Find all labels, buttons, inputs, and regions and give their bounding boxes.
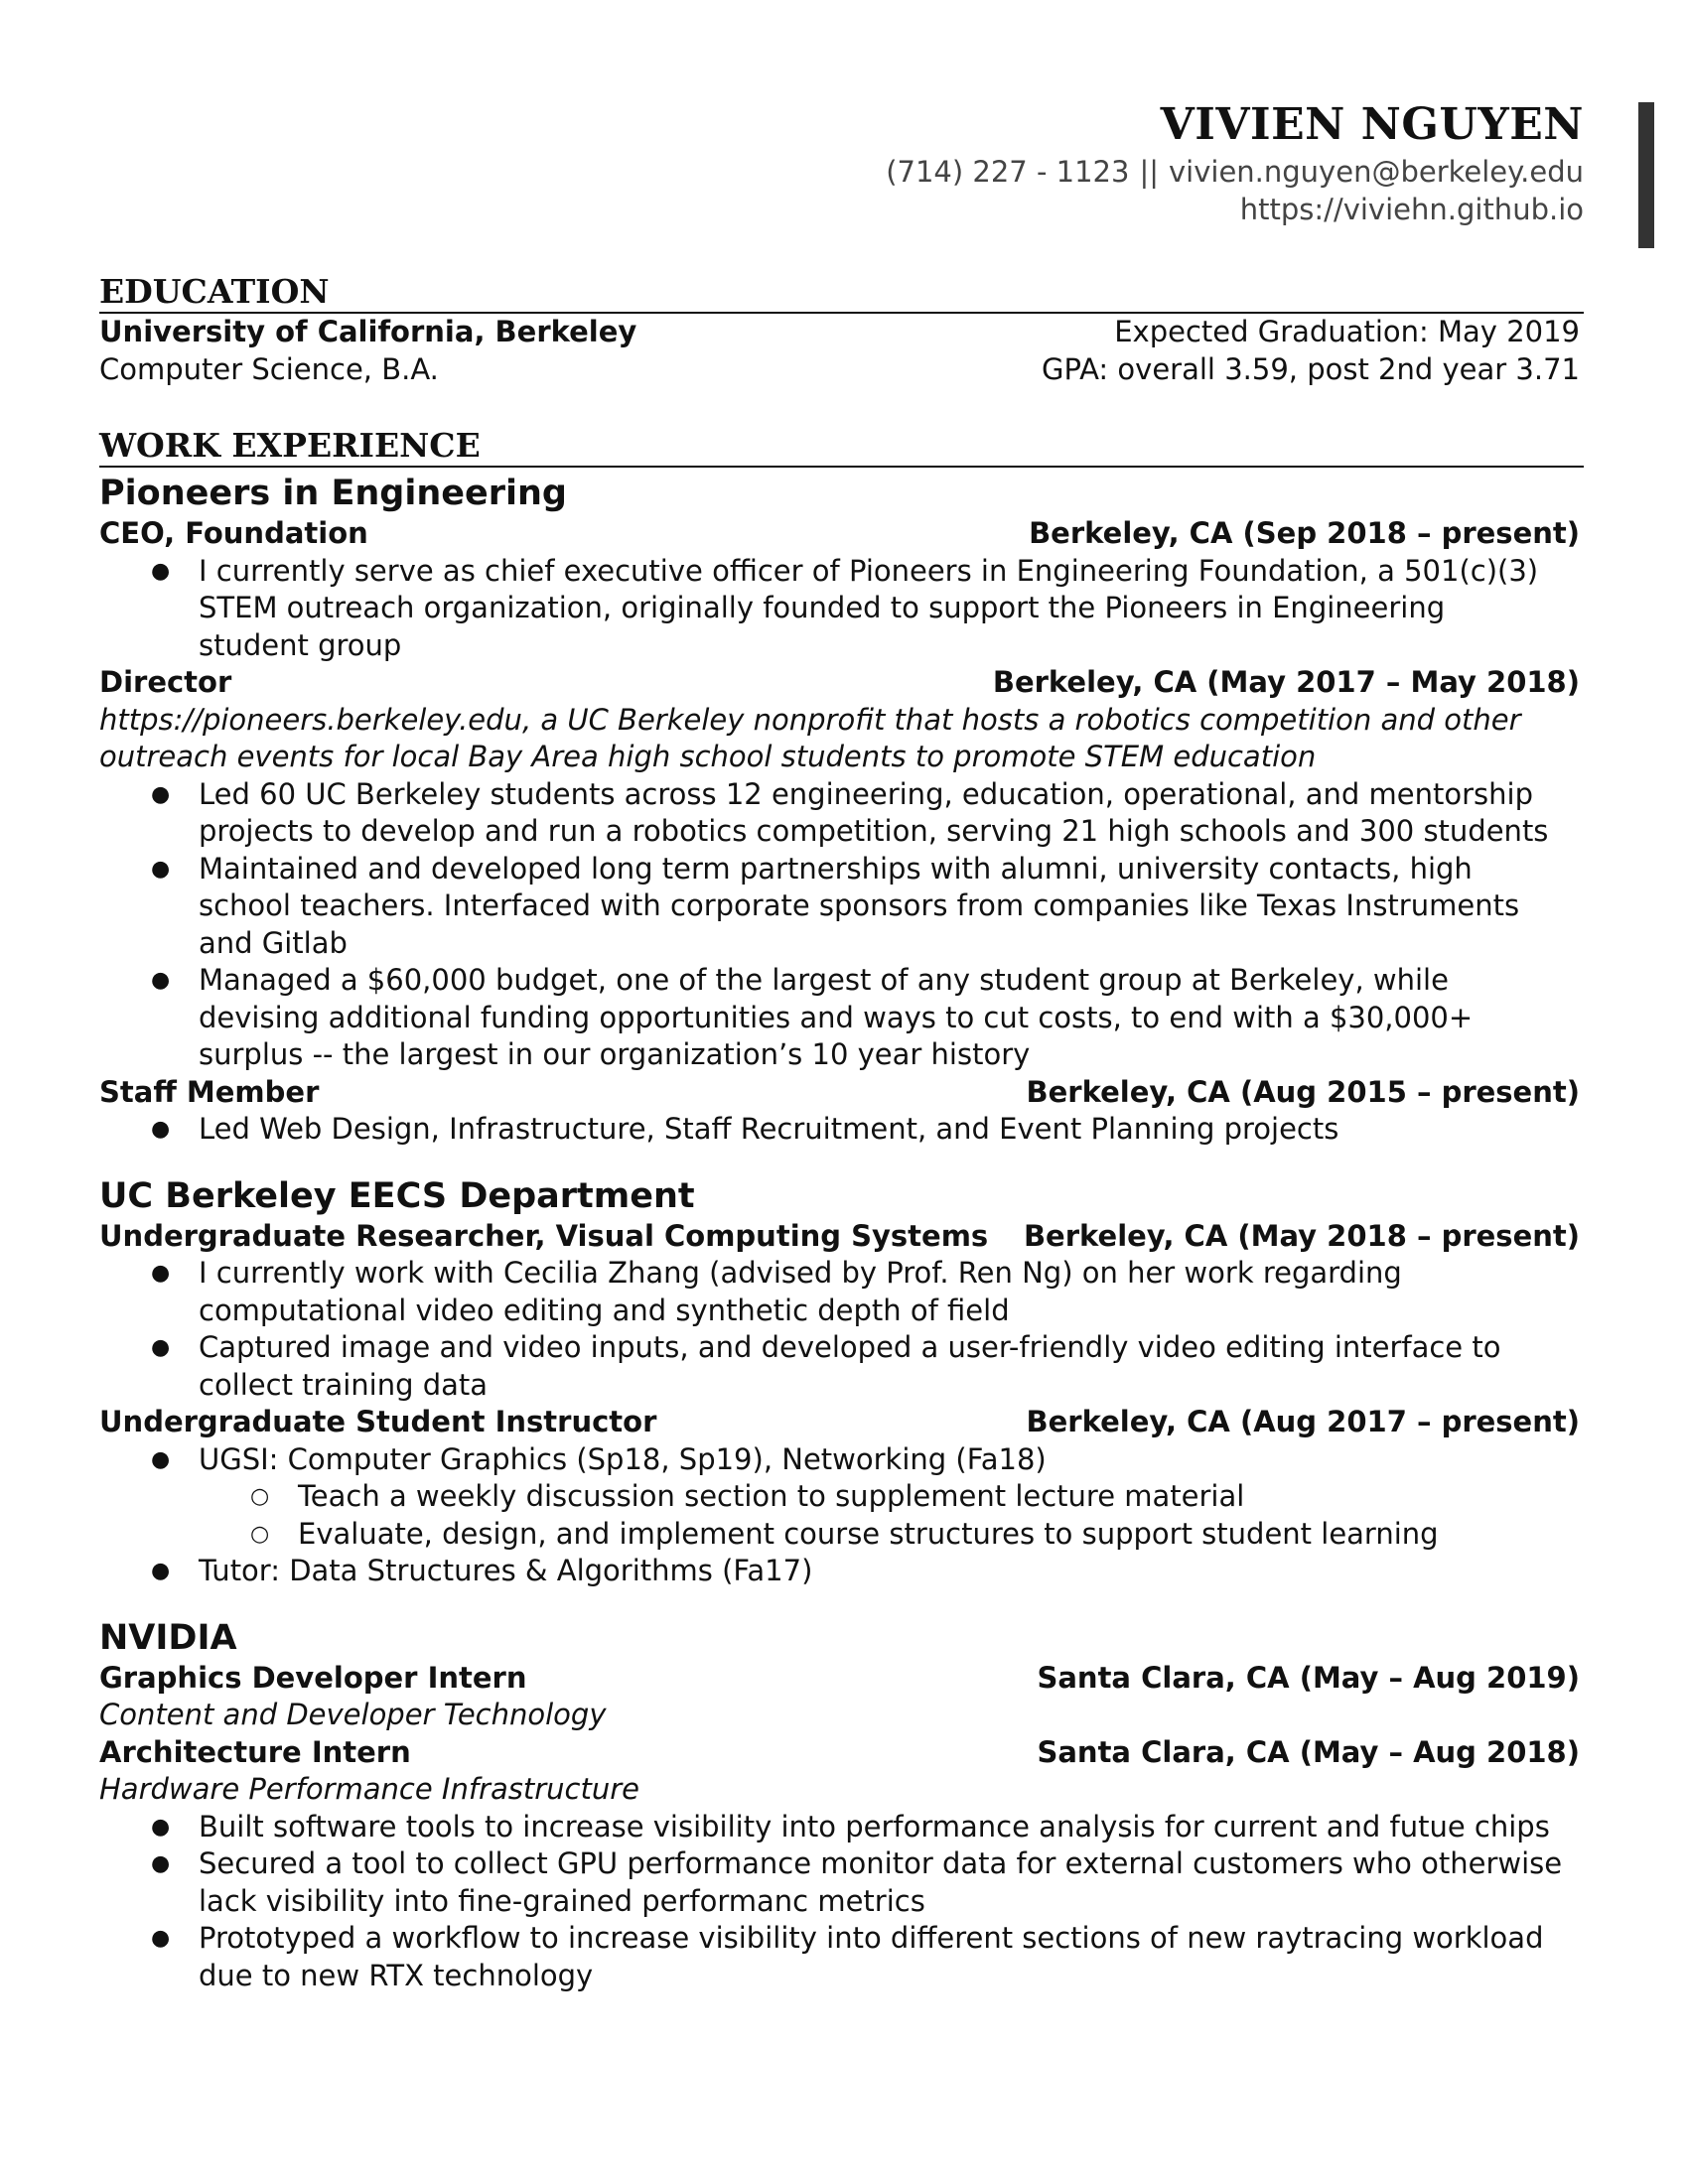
education-degree-row: [99, 351, 1584, 389]
staff-bullets: [99, 1111, 1584, 1149]
bullet-icon: ●: [151, 1851, 171, 1876]
email-address[interactable]: vivien.nguyen@berkeley.edu: [1169, 155, 1584, 189]
job-title: Undergraduate Student Instructor: [99, 1405, 657, 1438]
job-title: Staff Member: [99, 1074, 320, 1109]
school-name: University of California, Berkeley: [99, 315, 637, 348]
job-title: Undergraduate Researcher, Visual Computing Systems: [99, 1218, 989, 1253]
job-architecture-intern-row: [99, 1734, 1584, 1772]
website-link[interactable]: https://viviehn.github.io: [1239, 193, 1584, 226]
bullet-icon: ●: [151, 856, 171, 882]
bullet-icon: ●: [151, 968, 171, 993]
list-item: ● Built software tools to increase visibility into performance analysis for current and futue chips: [199, 1809, 1584, 1846]
job-staff-row: [99, 1074, 1584, 1112]
list-item: ● Managed a $60,000 budget, one of the largest of any student group at Berkeley, while devising additional funding opportunities and ways to cut costs, to end with a $30,000+ surplus -- the largest in our organization’s 10 year history: [151, 963, 1474, 1071]
bullet-icon: ●: [151, 1559, 171, 1583]
bullet-icon: ●: [151, 1335, 171, 1360]
education-heading: EDUCATION: [99, 272, 1584, 314]
team-name: Hardware Performance Infrastructure: [99, 1772, 639, 1806]
list-item: ● Secured a tool to collect GPU performance monitor data for external customers who otherwise lack visibility into fine-grained performanc metrics: [151, 1846, 1563, 1918]
ceo-bullets: [99, 553, 1584, 665]
list-item: ● Prototyped a workflow to increase visibility into different sections of new raytracing workload due to new RTX technology: [151, 1921, 1544, 1992]
list-item: ● UGSI: Computer Graphics (Sp18, Sp19), Networking (Fa18) ○ Teach a weekly discussion section to supplement lecture material ○ Evaluate, design, and implement course structures to support student learning: [199, 1441, 1584, 1554]
list-item: ● Maintained and developed long term partnerships with alumni, university contacts, high school teachers. Interfaced with corporate sponsors from companies like Texas Instruments and Gitlab: [151, 851, 1520, 960]
resume-page: [99, 97, 1584, 1994]
bullet-icon: ●: [151, 1117, 171, 1142]
bullet-icon: ●: [151, 558, 171, 584]
degree: Computer Science, B.A.: [99, 351, 439, 386]
candidate-name: VIVIEN NGUYEN: [1160, 99, 1584, 150]
bullet-icon: ●: [151, 1814, 171, 1840]
ugsi-sub-bullets: [199, 1478, 1564, 1553]
bullet-icon: ●: [151, 1446, 171, 1472]
job-location-dates: Berkeley, CA (Sep 2018 – present): [1029, 516, 1580, 550]
job-researcher-row: [99, 1218, 1584, 1256]
job-location-dates: Berkeley, CA (May 2017 – May 2018): [992, 665, 1580, 699]
job-graphics-intern-row: [99, 1660, 1584, 1698]
architecture-bullets: [99, 1809, 1584, 1995]
work-experience-heading: WORK EXPERIENCE: [99, 426, 1584, 468]
job-location-dates: Santa Clara, CA (May – Aug 2019): [1037, 1660, 1580, 1695]
side-accent-bar: [1638, 102, 1654, 248]
graduation-date: Expected Graduation: May 2019: [1114, 315, 1580, 348]
job-title: CEO, Foundation: [99, 516, 368, 550]
org-nvidia: NVIDIA: [99, 1617, 237, 1658]
job-location-dates: Berkeley, CA (Aug 2015 – present): [1026, 1074, 1580, 1109]
job-title: Director: [99, 665, 232, 699]
org-pioneers-in-engineering: Pioneers in Engineering: [99, 474, 567, 513]
bullet-icon: ●: [151, 1926, 171, 1951]
contact-line: [99, 153, 1584, 191]
job-director-row: [99, 664, 1584, 702]
list-item: ● I currently serve as chief executive officer of Pioneers in Engineering Foundation, a 501(c)(3) STEM outreach organization, originally founded to support the Pioneers in Engineering student group: [151, 553, 1539, 662]
bullet-icon: ●: [151, 781, 171, 807]
list-item: ● Led Web Design, Infrastructure, Staff Recruitment, and Event Planning projects: [199, 1111, 1584, 1149]
instructor-bullets: [99, 1441, 1584, 1590]
job-instructor-row: [99, 1404, 1584, 1441]
phone-number: (714) 227 - 1123: [886, 155, 1130, 189]
org-uc-berkeley-eecs: UC Berkeley EECS Department: [99, 1175, 695, 1216]
hollow-bullet-icon: ○: [250, 1521, 270, 1547]
researcher-bullets: [99, 1255, 1584, 1404]
job-location-dates: Berkeley, CA (May 2018 – present): [1023, 1218, 1580, 1253]
list-item: ○ Teach a weekly discussion section to supplement lecture material: [298, 1478, 1564, 1516]
bullet-icon: ●: [151, 1261, 171, 1286]
director-bullets: [99, 776, 1584, 1074]
job-location-dates: Santa Clara, CA (May – Aug 2018): [1037, 1734, 1580, 1769]
organization-description: https://pioneers.berkeley.edu, a UC Berkeley nonprofit that hosts a robotics competition and other outreach events for local Bay Area high school students to promote STEM education: [99, 702, 1521, 773]
team-name: Content and Developer Technology: [99, 1698, 607, 1731]
list-item: ● Led 60 UC Berkeley students across 12 engineering, education, operational, and mentorship projects to develop and run a robotics competition, serving 21 high schools and 300 students: [151, 776, 1549, 848]
contact-separator: ||: [1139, 155, 1160, 189]
list-item: ● I currently work with Cecilia Zhang (advised by Prof. Ren Ng) on her work regarding computational video editing and synthetic depth of field: [151, 1256, 1402, 1327]
job-location-dates: Berkeley, CA (Aug 2017 – present): [1026, 1405, 1580, 1438]
list-item: ● Captured image and video inputs, and developed a user-friendly video editing interface to collect training data: [151, 1330, 1501, 1402]
education-school-row: [99, 314, 1584, 351]
hollow-bullet-icon: ○: [250, 1484, 270, 1509]
job-title: Graphics Developer Intern: [99, 1660, 527, 1695]
job-ceo-row: [99, 515, 1584, 553]
list-item: ○ Evaluate, design, and implement course structures to support student learning: [298, 1516, 1564, 1554]
job-title: Architecture Intern: [99, 1734, 411, 1769]
list-item: ● Tutor: Data Structures & Algorithms (Fa17): [199, 1553, 1584, 1590]
resume-header: [99, 97, 1584, 228]
gpa: GPA: overall 3.59, post 2nd year 3.71: [1042, 351, 1580, 386]
